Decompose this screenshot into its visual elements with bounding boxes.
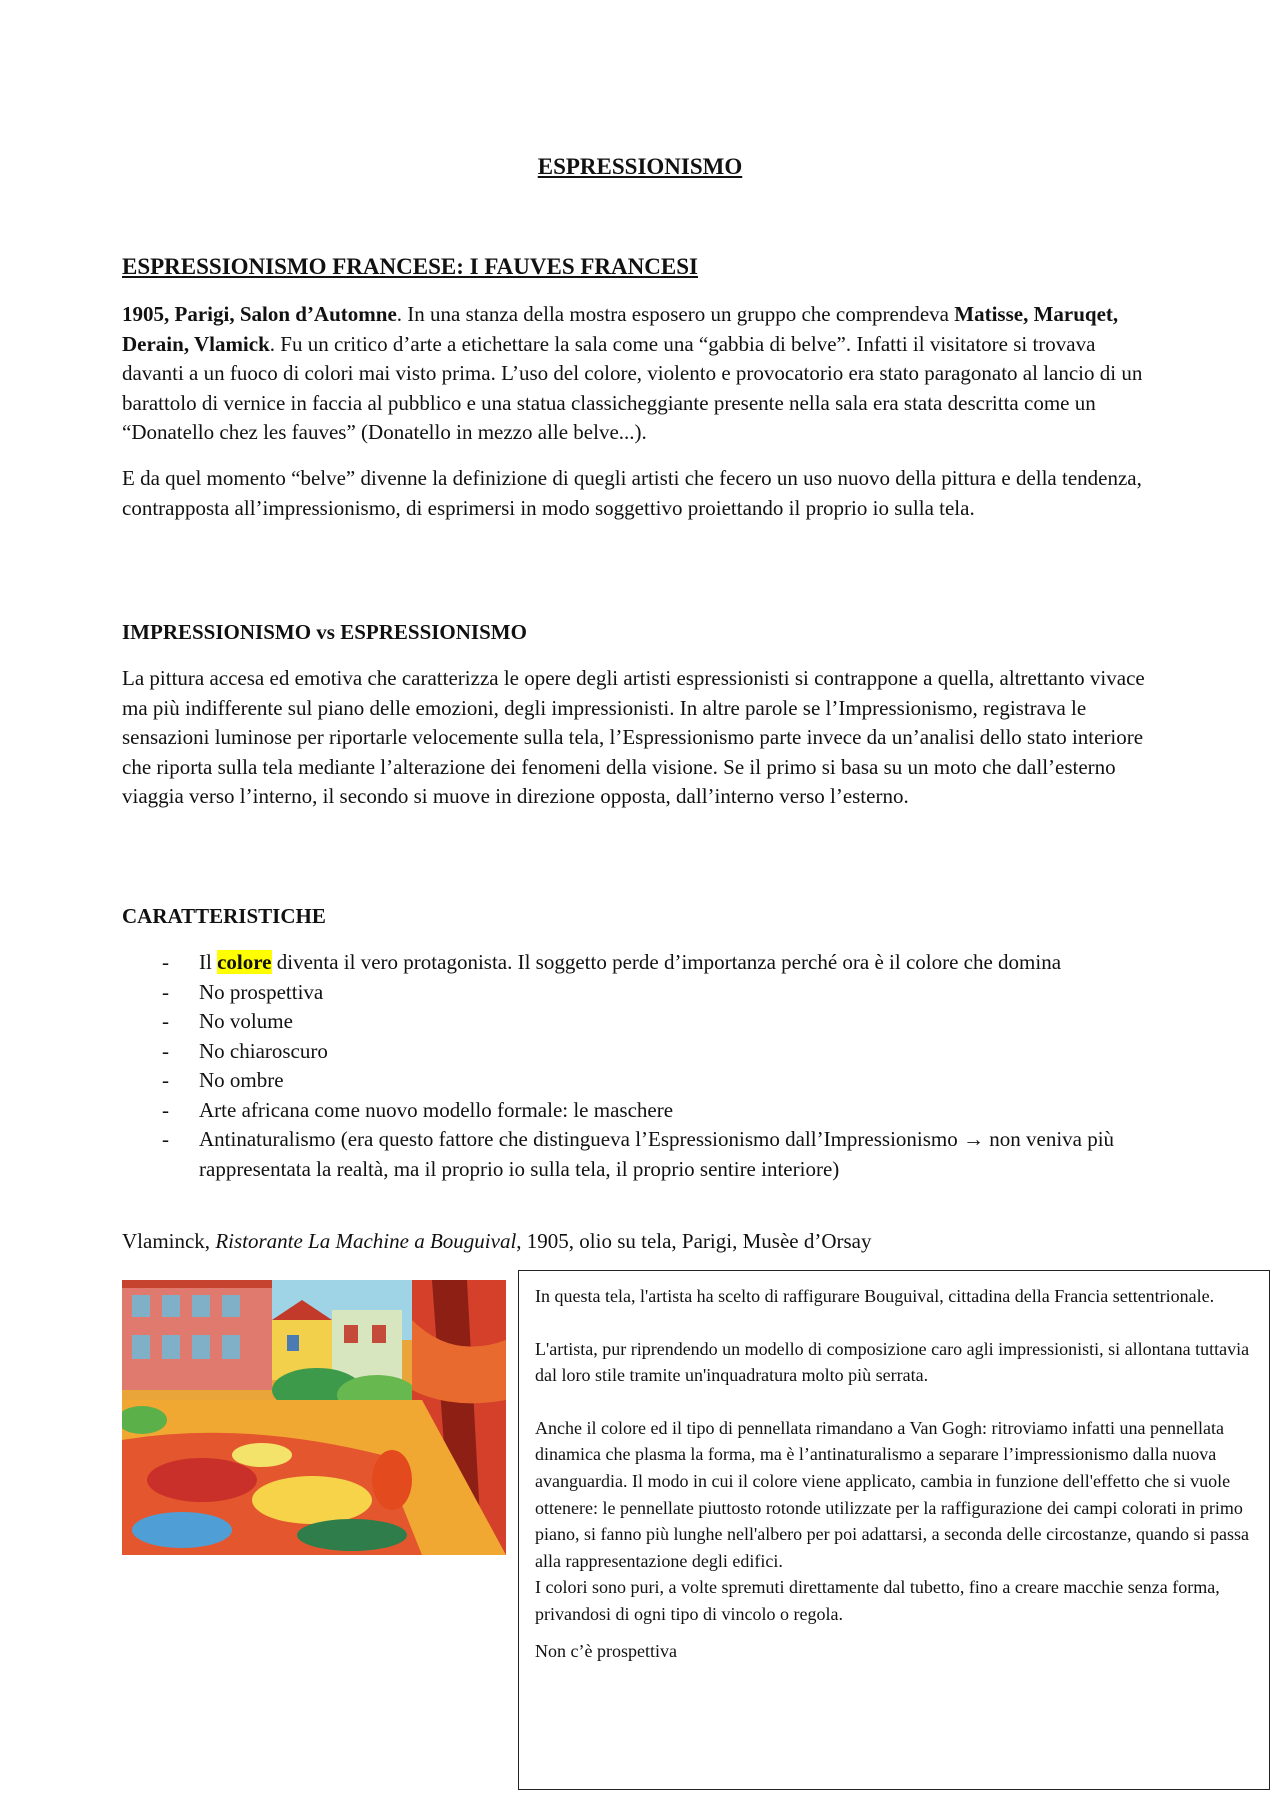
paragraph-impressionismo-vs: La pittura accesa ed emotiva che caratterizza le opere degli artisti espressionisti si contrappone a quella, altrettanto vivace ma più indifferente sul piano delle emozioni, degli impressionisti. In altre parole se l’Impressionismo, registrava le sensazioni luminose per riportarle velocemente sulla tela, l’Espressionismo parte invece da un’analisi dello stato interiore che riporta sulla tela mediante l’alterazione dei fenomeni della visione. Se il primo si basa su un moto che dall’esterno viaggia verso l’interno, il secondo si muove in direzione opposta, dall’interno verso l’esterno.	[122, 666, 1145, 808]
page-title: ESPRESSIONISMO	[537, 154, 743, 179]
list-item	[122, 1037, 1172, 1067]
painting-caption	[122, 1227, 871, 1257]
bullet-dash: -	[162, 950, 169, 974]
painting-description-box	[518, 1270, 1270, 1790]
list-item	[122, 1007, 1172, 1037]
paragraph-belve: E da quel momento “belve” divenne la definizione di quegli artisti che fecero un uso nuovo della pittura e della tendenza, contrapposta all’impressionismo, di esprimersi in modo soggettivo proiettando il proprio io sulla tela.	[122, 466, 1142, 520]
description-p3: Anche il colore ed il tipo di pennellata rimandano a Van Gogh: ritroviamo infatti una pennellata dinamica che plasma la forma, ma è l’antinaturalismo a separare l’impressionismo dalla nuova avanguardia. Il modo in cui il colore viene applicato, cambia in funzione dell'effetto che si vuole ottenere: le pennellate piuttosto rotonde utilizzate per la raffigurazione dei campi colorati in primo piano, si fanno più lunghe nell'albero per poi adattarsi, a seconda delle circostanze, quando si passa alla rappresentazione degli edifici.	[535, 1417, 1250, 1571]
arrow-right-icon: →	[963, 1127, 984, 1151]
bullet-dash: -	[162, 1038, 169, 1063]
list-item	[122, 1066, 1172, 1096]
caption-details: , 1905, olio su tela, Parigi, Musèe d’Orsay	[516, 1229, 872, 1253]
highlighted-word: colore	[217, 950, 272, 974]
painting-image	[122, 1280, 506, 1555]
bold-salon: 1905, Parigi, Salon d’Automne	[122, 302, 397, 326]
bullet-text: diventa il vero protagonista. Il soggetto perde d’importanza perché ora è il colore che domina	[271, 950, 1062, 974]
list-item	[122, 1125, 1172, 1184]
painting-illustration	[122, 1280, 506, 1555]
bullet-dash: -	[162, 1127, 169, 1151]
description-p5: Non c’è prospettiva	[535, 1640, 677, 1661]
bullet-text: Arte africana come nuovo modello formale: le maschere	[199, 1097, 674, 1122]
list-item	[122, 948, 1172, 978]
text-salon-2: . Fu un critico d’arte a etichettare la sala come una “gabbia di belve”. Infatti il visitatore si trovava davanti a un fuoco di colori mai visto prima. L’uso del colore, violento e provocatorio era stato paragonato al lancio di un barattolo di vernice in faccia al pubblico e una statua classicheggiante presente nella sala era stata descritta come un “Donatello chez les fauves” (Donatello in mezzo alle belve...).	[122, 331, 1143, 444]
bullet-text: No volume	[199, 1009, 293, 1033]
description-p4: I colori sono puri, a volte spremuti direttamente dal tubetto, fino a creare macchie senza forma, privandosi di ogni tipo di vincolo o regola.	[535, 1577, 1220, 1624]
bullet-dash: -	[162, 1068, 169, 1092]
paragraph-salon	[122, 300, 1162, 448]
bullet-dash: -	[162, 979, 169, 1004]
text-salon-1: . In una stanza della mostra esposero un gruppo che comprendeva	[396, 302, 955, 326]
bullet-text: non veniva più rappresentata la realtà, ma il proprio io sulla tela, il proprio sentire interiore)	[199, 1127, 1115, 1181]
bullet-dash: -	[162, 1009, 169, 1033]
bullet-text: No chiaroscuro	[199, 1038, 328, 1063]
caption-author: Vlaminck,	[122, 1229, 216, 1253]
section-heading-fauves: ESPRESSIONISMO FRANCESE: I FAUVES FRANCESI	[122, 254, 698, 279]
section-heading-vs: IMPRESSIONISMO vs ESPRESSIONISMO	[122, 620, 527, 644]
bullet-text: Antinaturalismo (era questo fattore che distingueva l’Espressionismo dall’Impressionismo	[199, 1127, 963, 1151]
list-item	[122, 978, 1172, 1008]
caption-work-title: Ristorante La Machine a Bouguival	[215, 1229, 517, 1253]
section-heading-caratteristiche: CARATTERISTICHE	[122, 904, 326, 928]
bullet-text: No ombre	[199, 1068, 284, 1092]
bullet-text: Il	[199, 950, 218, 974]
bullet-dash: -	[162, 1097, 169, 1122]
characteristics-list	[122, 948, 1172, 1184]
description-p1: In questa tela, l'artista ha scelto di raffigurare Bouguival, cittadina della Francia settentrionale.	[535, 1286, 1215, 1306]
bold-artists: Matisse, Maruqet, Derain, Vlamick	[122, 302, 1119, 356]
bullet-text: No prospettiva	[199, 979, 324, 1004]
list-item	[122, 1096, 1172, 1126]
description-p2: L'artista, pur riprendendo un modello di composizione caro agli impressionisti, si allontana tuttavia dal loro stile tramite un'inquadratura molto più serrata.	[535, 1338, 1250, 1386]
